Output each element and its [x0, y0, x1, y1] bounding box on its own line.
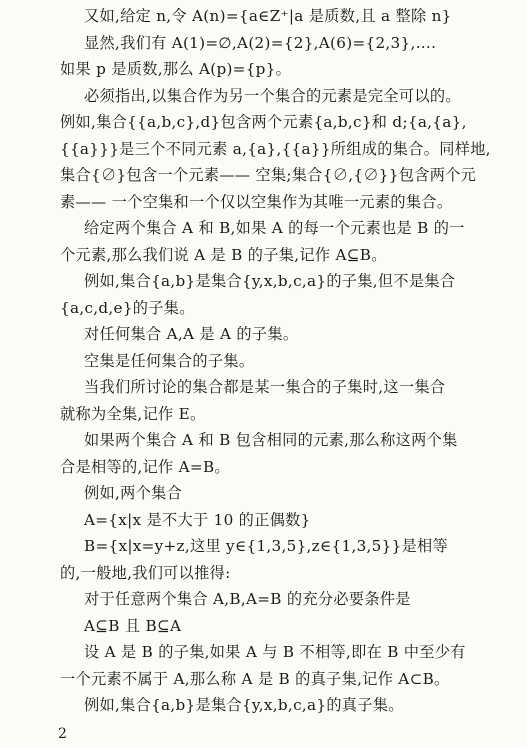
text-line: 例如,集合{a,b}是集合{y,x,b,c,a}的子集,但不是集合: [84, 272, 456, 290]
text-line: 必须指出,以集合作为另一个集合的元素是完全可以的。: [84, 86, 461, 105]
text-line: B={x|x=y+z,这里 y∈{1,3,5},z∈{1,3,5}}是相等: [84, 537, 449, 555]
text-line: 显然,我们有 A(1)=∅,A(2)={2},A(6)={2,3},….: [84, 33, 437, 52]
text-line: 如果 p 是质数,那么 A(p)={p}。: [60, 60, 292, 78]
text-line: 个元素,那么我们说 A 是 B 的子集,记作 A⊆B。: [60, 245, 387, 264]
text-line: A={x|x 是不大于 10 的正偶数}: [84, 510, 311, 529]
text-line: 设 A 是 B 的子集,如果 A 与 B 不相等,即在 B 中至少有: [84, 643, 466, 661]
text-line: 集合{∅}包含一个元素—— 空集;集合{∅,{∅}}包含两个元: [60, 166, 477, 184]
text-line: 的,一般地,我们可以推得:: [60, 563, 231, 582]
text-line: 对于任意两个集合 A,B,A=B 的充分必要条件是: [84, 590, 411, 608]
text-line: 例如,集合{a,b}是集合{y,x,b,c,a}的真子集。: [84, 696, 404, 714]
text-line: 一个元素不属于 A,那么称 A 是 B 的真子集,记作 A⊂B。: [60, 669, 450, 688]
text-line: 给定两个集合 A 和 B,如果 A 的每一个元素也是 B 的一: [84, 219, 465, 237]
text-line: {{a}}}是三个不同元素 a,{a},{{a}}所组成的集合。同样地,: [60, 139, 491, 158]
text-line: 素—— 一个空集和一个仅以空集作为其唯一元素的集合。: [60, 192, 453, 211]
text-line: 例如,集合{{a,b,c},d}包含两个元素{a,b,c}和 d;{a,{a},: [60, 113, 467, 131]
text-line: 例如,两个集合: [84, 484, 183, 502]
text-line: A⊆B 且 B⊆A: [84, 616, 182, 635]
text-line: 就称为全集,记作 E。: [60, 404, 206, 423]
text-line: 如果两个集合 A 和 B 包含相同的元素,那么称这两个集: [84, 431, 458, 449]
text-line: 对任何集合 A,A 是 A 的子集。: [84, 325, 299, 343]
text-line: 空集是任何集合的子集。: [84, 351, 255, 370]
text-line: {a,c,d,e}的子集。: [60, 298, 195, 317]
text-line: 当我们所讨论的集合都是某一集合的子集时,这一集合: [84, 378, 446, 396]
page-number: 2: [58, 725, 67, 742]
text-line: 又如,给定 n,令 A(n)={a∈Z⁺|a 是质数,且 a 整除 n}: [84, 7, 452, 25]
text-line: 合是相等的,记作 A=B。: [60, 457, 230, 476]
